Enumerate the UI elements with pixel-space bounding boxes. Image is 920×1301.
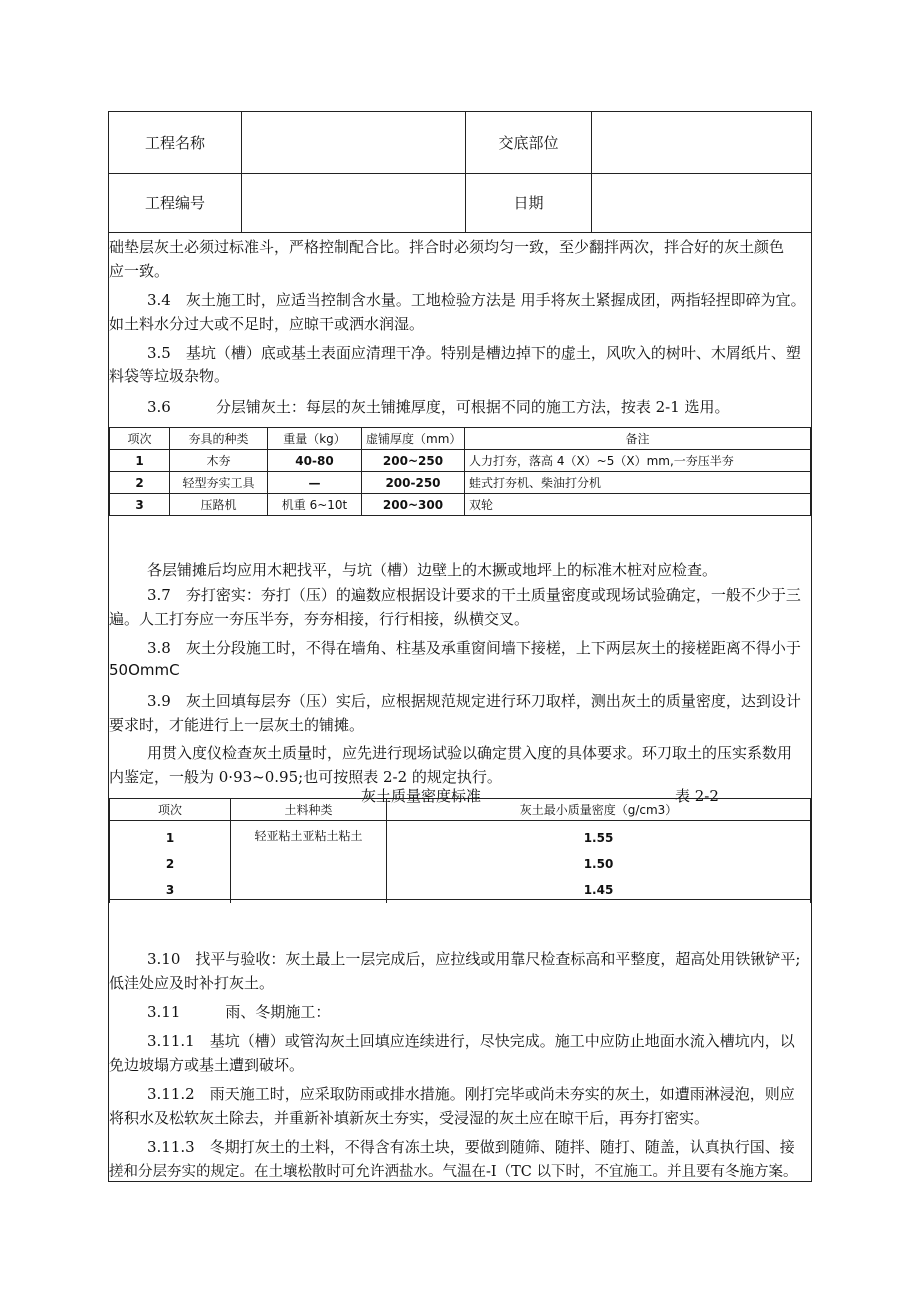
table-cell: 3 <box>110 494 170 516</box>
paragraph-3-10: 3.10 找平与验收：灰土最上一层完成后，应拉线或用靠尺检查标高和平整度，超高处用铁锹铲平; <box>147 950 801 968</box>
label-disclosure-part: 交底部位 <box>466 112 592 173</box>
paragraph-line: 低洼处应及时补打灰土。 <box>109 974 275 992</box>
paragraph-3-7: 3.7 夯打密实：夯打（压）的遍数应根据设计要求的干土质量密度或现场试验确定，一般不少于三 <box>147 586 801 604</box>
table-cell: 木夯 <box>170 450 268 472</box>
density-value: 1.45 <box>583 883 614 897</box>
table-cell: 200-250 <box>362 472 465 494</box>
table-cell: 机重 6~10t <box>268 494 362 516</box>
density-table <box>109 798 811 903</box>
paragraph-line: 50OmmC <box>109 661 180 679</box>
density-value: 1.50 <box>583 857 614 871</box>
row-number: 3 <box>165 883 175 897</box>
paragraph-3-5: 3.5 基坑（槽）底或基土表面应清理干净。特别是槽边掉下的虚土，风吹入的树叶、木屑纸片、塑 <box>147 344 801 362</box>
table-header: 重量（kg） <box>268 428 362 450</box>
table-cell: 蛙式打夯机、柴油打分机 <box>465 472 811 494</box>
table-header: 项次 <box>110 428 170 450</box>
paragraph-line: 内鉴定，一般为 0·93~0.95;也可按照表 2-2 的规定执行。 <box>109 768 502 786</box>
project-number-value[interactable] <box>242 173 466 232</box>
paragraph-line: 料袋等垃圾杂物。 <box>109 367 230 385</box>
table-cell: 2 <box>110 472 170 494</box>
paragraph-3-9: 3.9 灰土回填每层夯（压）实后，应根据规范规定进行环刀取样，测出灰土的质量密度，达到设计 <box>147 692 801 710</box>
paragraph-line: 免边坡塌方或基土遭到破坏。 <box>109 1056 305 1074</box>
table-header: 灰土最小质量密度（g/cm3） <box>387 799 811 821</box>
paragraph-3-11-1: 3.11.1 基坑（槽）或管沟灰土回填应连续进行，尽快完成。施工中应防止地面水流入槽坑内，以 <box>147 1032 795 1050</box>
table2-number: 表 2-2 <box>675 787 719 805</box>
label-date: 日期 <box>466 173 592 232</box>
table-cell: 压路机 <box>170 494 268 516</box>
paragraph-line: 将积水及松软灰土除去，并重新补填新灰土夯实，受浸湿的灰土应在晾干后，再夯打密实。 <box>109 1109 710 1127</box>
paragraph-leveling: 各层铺摊后均应用木耙找平，与坑（槽）边壁上的木撅或地坪上的标准木桩对应检查。 <box>147 561 718 579</box>
table-row <box>110 821 811 904</box>
label-project-number: 工程编号 <box>109 173 242 232</box>
paragraph-line: 应一致。 <box>109 262 170 280</box>
paragraph-line: 遍。人工打夯应一夯压半夯，夯夯相接，行行相接，纵横交叉。 <box>109 610 530 628</box>
table-row <box>110 472 811 494</box>
paragraph-line: 如土料水分过大或不足时，应晾干或洒水润湿。 <box>109 315 425 333</box>
disclosure-part-value[interactable] <box>592 112 811 173</box>
table-row <box>110 450 811 472</box>
density-value: 1.55 <box>583 831 614 845</box>
project-name-value[interactable] <box>242 112 466 173</box>
soil-type: 轻亚粘土亚粘土粘土 <box>231 821 387 904</box>
date-value[interactable] <box>592 173 811 232</box>
tamper-table <box>109 427 811 516</box>
table-cell: 40-80 <box>268 450 362 472</box>
paragraph-3-6: 3.6 分层铺灰土：每层的灰土铺摊厚度，可根据不同的施工方法，按表 2-1 选用。 <box>147 398 730 416</box>
table-header: 备注 <box>465 428 811 450</box>
table-header-row <box>110 799 811 821</box>
paragraph-3-11-2: 3.11.2 雨天施工时，应采取防雨或排水措施。刚打完毕或尚未夯实的灰土，如遭雨淋浸泡，则应 <box>147 1085 795 1103</box>
row-number: 1 <box>165 831 175 845</box>
table-row <box>110 494 811 516</box>
label-project-name: 工程名称 <box>109 112 242 173</box>
table-cell: 1 <box>110 450 170 472</box>
paragraph-3-4: 3.4 灰土施工时，应适当控制含水量。工地检验方法是 用手将灰土紧握成团，两指轻捏即碎为宜。 <box>147 291 806 309</box>
paragraph-line: 要求时，才能进行上一层灰土的铺摊。 <box>109 716 365 734</box>
paragraph-penetration: 用贯入度仪检查灰土质量时，应先进行现场试验以确定贯入度的具体要求。环刀取土的压实系数用 <box>147 744 793 762</box>
density-values <box>387 821 811 904</box>
table-header: 虚铺厚度（mm） <box>362 428 465 450</box>
table-header-row <box>110 428 811 450</box>
table-cell: 200~300 <box>362 494 465 516</box>
paragraph-line: 础垫层灰土必须过标准斗，严格控制配合比。拌合时必须均匀一致，至少翻拌两次，拌合好的灰土颜色 <box>109 238 785 256</box>
header-row-1 <box>109 112 811 174</box>
paragraph-3-11: 3.11 雨、冬期施工： <box>147 1003 331 1021</box>
table-cell: — <box>268 472 362 494</box>
paragraph-3-8: 3.8 灰土分段施工时，不得在墙角、柱基及承重窗间墙下接槎，上下两层灰土的接槎距离不得小于 <box>147 639 801 657</box>
paragraph-line: 搓和分层夯实的规定。在土壤松散时可允许洒盐水。气温在-I（TC 以下时，不宜施工。并且要有冬施方案。 <box>109 1164 798 1180</box>
header-row-2 <box>109 173 811 233</box>
table2-bottom-rule <box>109 899 811 900</box>
table-cell: 轻型夯实工具 <box>170 472 268 494</box>
table-cell: 人力打夯，落高 4（X）~5（X）mm,一夯压半夯 <box>465 450 811 472</box>
row-number: 2 <box>165 857 175 871</box>
table-header: 夯具的种类 <box>170 428 268 450</box>
table-cell: 200~250 <box>362 450 465 472</box>
document-frame <box>108 111 812 1182</box>
paragraph-3-11-3: 3.11.3 冬期打灰土的土料，不得含有冻土块，要做到随筛、随拌、随打、随盖，认真执行国、接 <box>147 1138 795 1156</box>
table-header: 项次 <box>110 799 231 821</box>
row-numbers <box>110 821 231 904</box>
table2-caption: 灰土质量密度标准 <box>361 787 482 805</box>
table-cell: 双轮 <box>465 494 811 516</box>
table-header: 土料种类 <box>231 799 387 821</box>
